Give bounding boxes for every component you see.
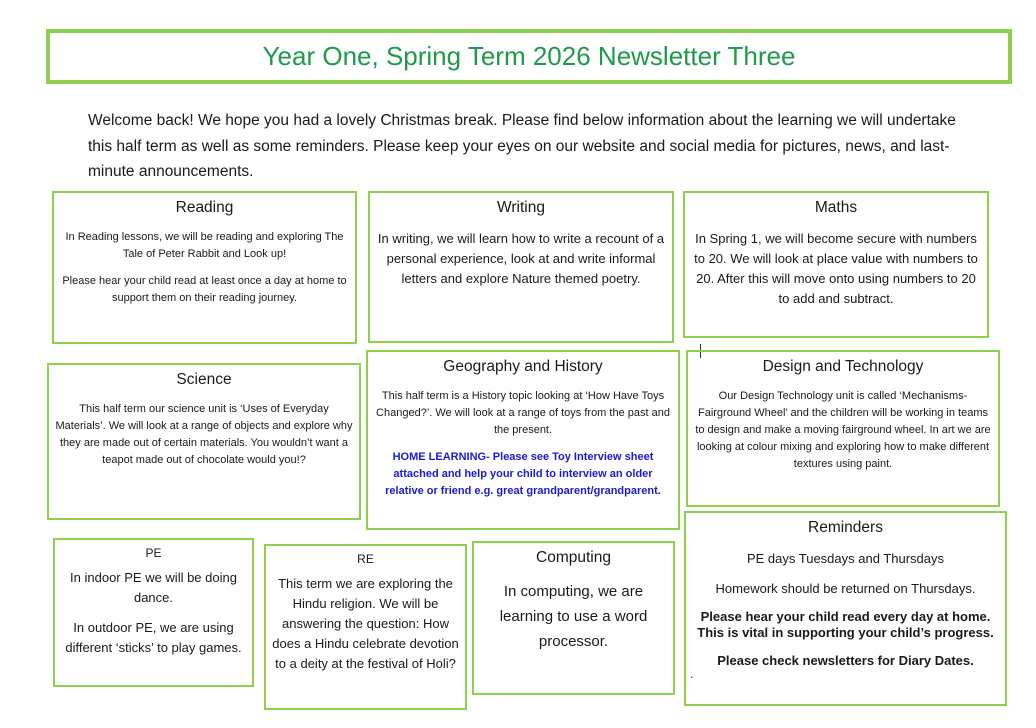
computing-heading: Computing [536, 549, 611, 566]
reminder-pe-days: PE days Tuesdays and Thursdays [746, 551, 945, 566]
maths-box [683, 191, 989, 338]
pe-heading: PE [145, 546, 162, 560]
home-learning-text: HOME LEARNING- Please see Toy Interview sheet attached and help your child to interview an older relative or friend e.g. great grandparent/grandparent. [385, 451, 661, 497]
reminders-box [684, 511, 1007, 706]
design-technology-box [686, 350, 1000, 507]
stray-period: . [690, 667, 694, 681]
pe-text-1: In indoor PE we will be doing dance. [70, 570, 237, 605]
maths-text: In Spring 1, we will become secure with numbers to 20. We will look at place value with numbers to 20. After this will move onto using numbers to 20 to add and subtract. [694, 231, 978, 306]
geography-heading: Geography and History [443, 358, 603, 375]
maths-heading: Maths [814, 199, 858, 216]
writing-text: In writing, we will learn how to write a recount of a personal experience, look at and write informal letters and explore Nature themed poetry. [377, 231, 665, 286]
re-text: This term we are exploring the Hindu religion. We will be answering the question: How does a Hindu celebrate devotion to a deity at the festival of Holi? [272, 576, 459, 671]
intro-text: Welcome back! We hope you had a lovely Christmas break. Please find below information about the learning we will undertake this half term as well as some reminders. Please keep your eyes on our website and social media for pictures, news, and last-minute announcements. [88, 112, 956, 180]
geography-history-box [366, 350, 680, 530]
pe-text-2: In outdoor PE, we are using different ‘sticks’ to play games. [65, 620, 242, 655]
dt-heading: Design and Technology [762, 358, 924, 375]
science-text: This half term our science unit is ‘Uses of Everyday Materials’. We will look at a range of objects and explore why they are made out of certain materials. You wouldn’t want a teapot made out of chocolate would you!? [55, 403, 353, 466]
reminder-homework: Homework should be returned on Thursdays. [715, 581, 976, 596]
re-heading: RE [357, 552, 374, 566]
science-box [47, 363, 361, 520]
reading-heading: Reading [175, 199, 234, 216]
geography-text-1: This half term is a History topic looking at ‘How Have Toys Changed?’. We will look at a range of toys from the past and the present. [376, 390, 670, 436]
title-box [46, 29, 1012, 84]
reminder-reading: Please hear your child read every day at home. This is vital in supporting your child’s progress. [697, 609, 994, 640]
newsletter-title: Year One, Spring Term 2026 Newsletter Three [262, 41, 796, 71]
reminder-diary-dates: Please check newsletters for Diary Dates. [717, 653, 974, 668]
reading-text-2: Please hear your child read at least once a day at home to support them on their reading journey. [62, 275, 347, 304]
dt-text: Our Design Technology unit is called ‘Mechanisms-Fairground Wheel’ and the children will be working in teams to design and make a moving fairground wheel. In art we are looking at colour mixing and exploring how to make different textures using paint. [695, 390, 991, 470]
reading-text-1: In Reading lessons, we will be reading and exploring The Tale of Peter Rabbit and Look up! [65, 231, 344, 260]
reminders-heading: Reminders [808, 519, 883, 536]
writing-heading: Writing [497, 199, 545, 216]
reading-box [52, 191, 357, 344]
re-box [264, 544, 467, 710]
computing-box [472, 541, 675, 695]
science-heading: Science [176, 371, 232, 388]
writing-box [368, 191, 674, 343]
computing-text: In computing, we are learning to use a word processor. [499, 583, 648, 650]
pe-box [53, 538, 254, 687]
